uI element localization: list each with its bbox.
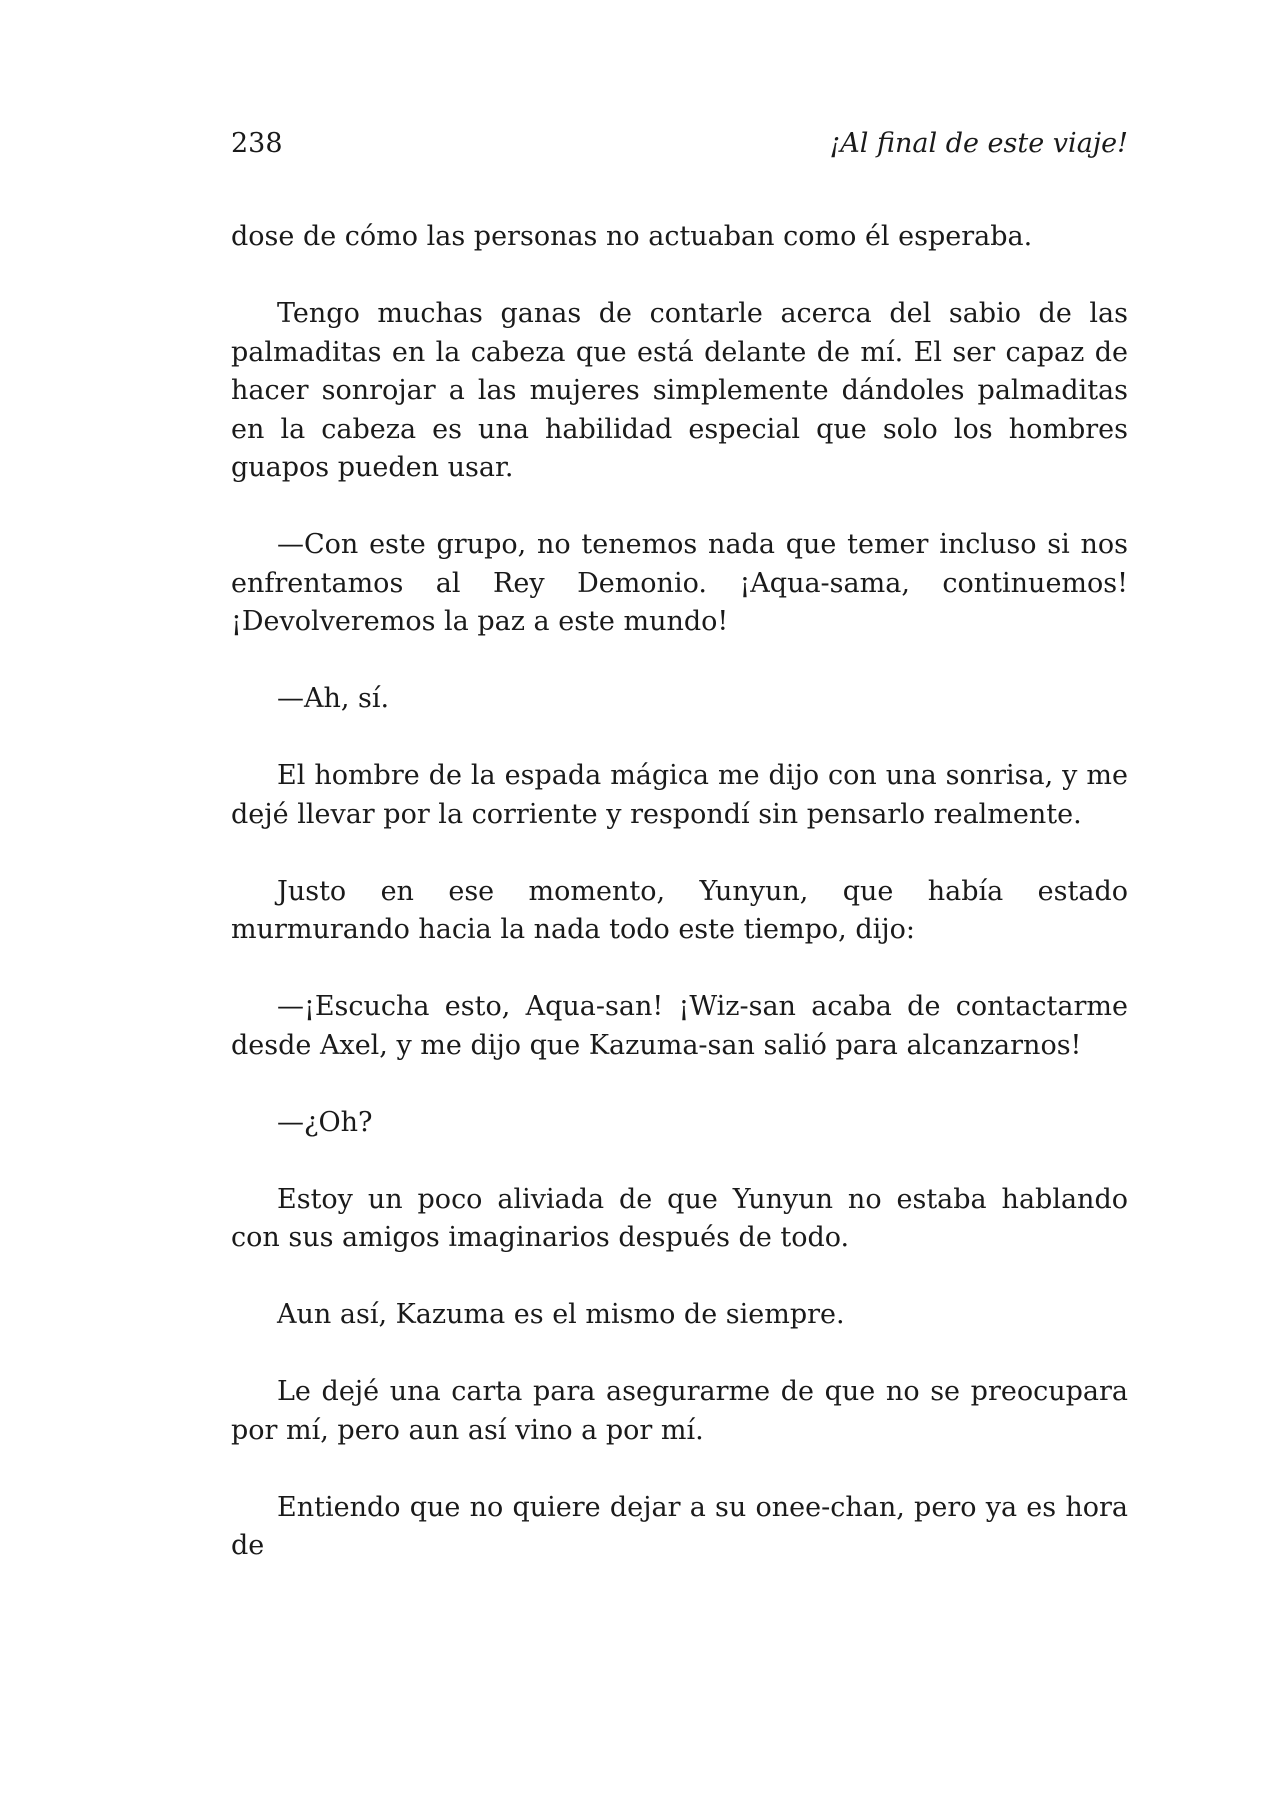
paragraph: Tengo muchas ganas de contarle acerca del sabio de las palmaditas en la cabeza que está delante de mí. El ser capaz de hacer sonrojar a las mujeres simplemente dándoles palmaditas en la cabeza es una habilidad especial que solo los hombres guapos pueden usar. <box>231 298 1128 483</box>
paragraph: —Con este grupo, no tenemos nada que temer incluso si nos enfrentamos al Rey Demonio. ¡Aqua-sama, continuemos! ¡Devolveremos la paz a este mundo! <box>231 529 1128 637</box>
paragraph: Aun así, Kazuma es el mismo de siempre. <box>277 1299 845 1330</box>
paragraph: —¡Escucha esto, Aqua-san! ¡Wiz-san acaba de contactarme desde Axel, y me dijo que Kazuma-san salió para alcanzarnos! <box>231 991 1128 1061</box>
paragraph: Le dejé una carta para asegurarme de que no se preocupara por mí, pero aun así vino a por mí. <box>231 1376 1128 1446</box>
paragraph: Entiendo que no quiere dejar a su onee-chan, pero ya es hora de <box>231 1491 1128 1561</box>
paragraph: Estoy un poco aliviada de que Yunyun no estaba hablando con sus amigos imaginarios después de todo. <box>231 1183 1128 1253</box>
paragraph: —¿Oh? <box>277 1106 373 1138</box>
running-title: ¡Al final de este viaje! <box>829 128 1128 159</box>
paragraph: Justo en ese momento, Yunyun, que había estado murmurando hacia la nada todo este tiempo, dijo: <box>231 875 1128 945</box>
paragraph: El hombre de la espada mágica me dijo con una sonrisa, y me dejé llevar por la corriente y respondí sin pensarlo realmente. <box>231 760 1128 830</box>
page-body <box>231 218 1128 1604</box>
page-number: 238 <box>231 128 283 159</box>
page-header <box>231 128 1128 168</box>
paragraph: —Ah, sí. <box>277 683 390 714</box>
paragraph: dose de cómo las personas no actuaban como él esperaba. <box>231 221 1033 252</box>
